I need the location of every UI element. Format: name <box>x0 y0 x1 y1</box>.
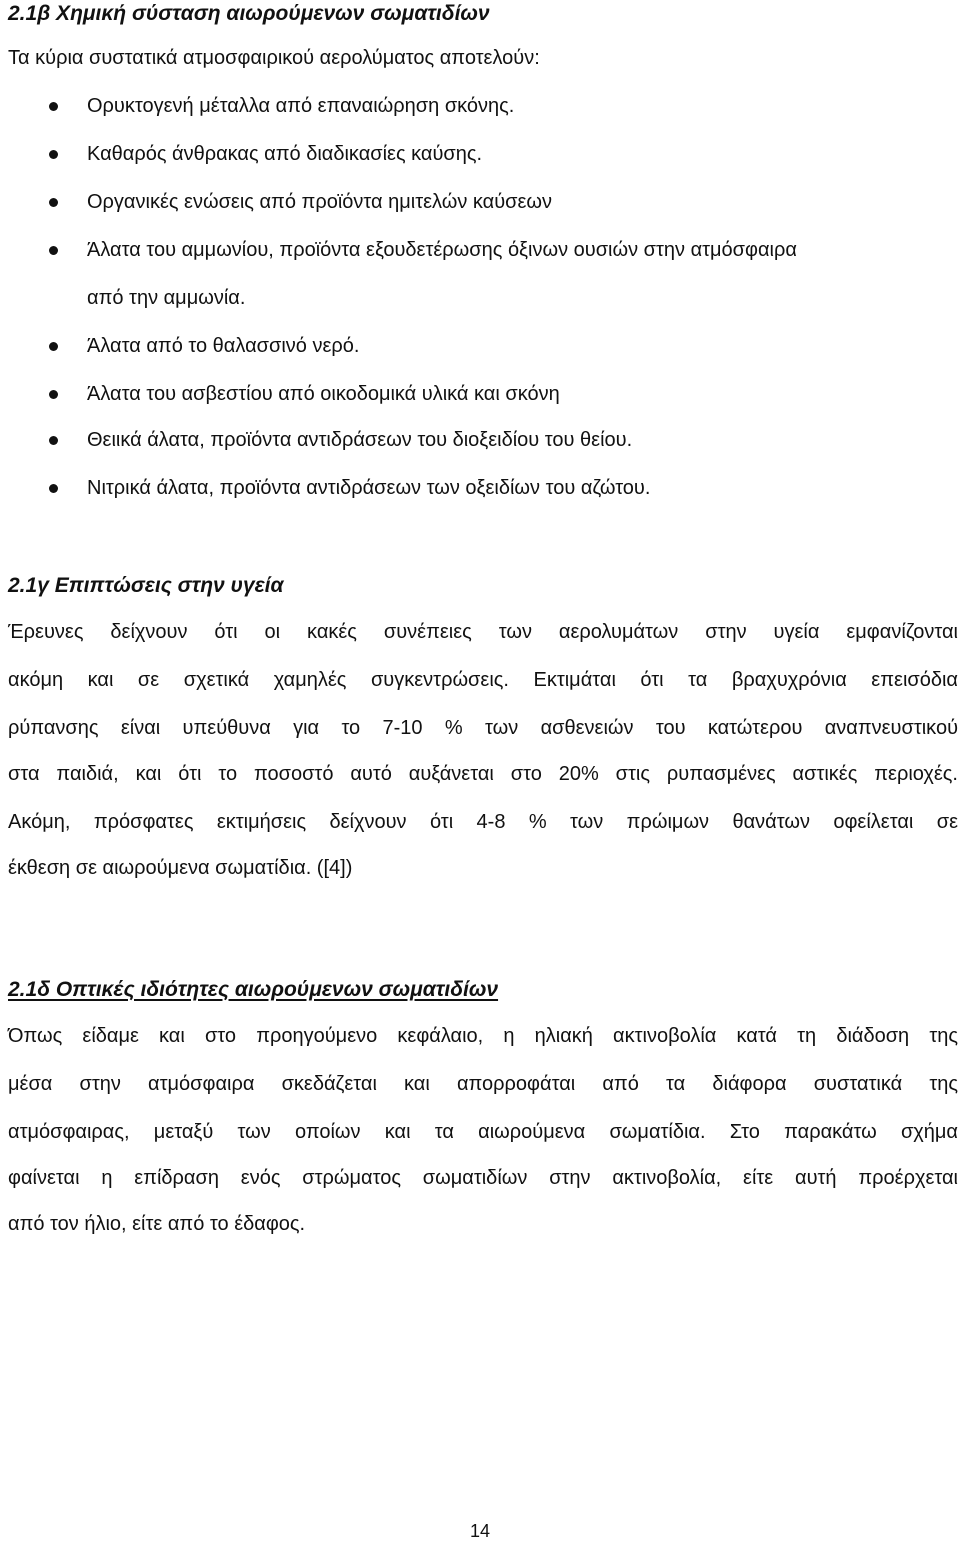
paragraph-line: φαίνεται η επίδραση ενός στρώματος σωματιδίων στην ακτινοβολία, είτε αυτή προέρχεται <box>8 1167 958 1189</box>
list-item-text: Οργανικές ενώσεις από προϊόντα ημιτελών καύσεων <box>87 191 553 213</box>
section-heading-chemical-composition: 2.1β Χημική σύσταση αιωρούμενων σωματιδίων <box>8 2 490 25</box>
paragraph-line: ακόμη και σε σχετικά χαμηλές συγκεντρώσεις. Εκτιμάται ότι τα βραχυχρόνια επεισόδια <box>8 669 958 691</box>
bullet-icon <box>49 436 58 445</box>
paragraph-line: στα παιδιά, και ότι το ποσοστό αυτό αυξάνεται στο 20% στις ρυπασμένες αστικές περιοχές. <box>8 763 958 785</box>
bullet-icon <box>49 150 58 159</box>
paragraph-line: Έρευνες δείχνουν ότι οι κακές συνέπειες των αερολυμάτων στην υγεία εμφανίζονται <box>8 621 958 643</box>
list-item-text: Ορυκτογενή μέταλλα από επαναιώρηση σκόνης. <box>87 95 515 117</box>
list-item-text: Άλατα του ασβεστίου από οικοδομικά υλικά και σκόνη <box>87 383 560 405</box>
list-item-text: Άλατα του αμμωνίου, προϊόντα εξουδετέρωσης όξινων ουσιών στην ατμόσφαιρα <box>87 239 797 261</box>
page-number: 14 <box>469 1521 491 1541</box>
bullet-icon <box>49 484 58 493</box>
bullet-icon <box>49 342 58 351</box>
paragraph-line: από τον ήλιο, είτε από το έδαφος. <box>8 1213 306 1235</box>
list-item-text: Νιτρικά άλατα, προϊόντα αντιδράσεων των οξειδίων του αζώτου. <box>87 477 651 499</box>
list-item-continuation: από την αμμωνία. <box>87 287 246 309</box>
bullet-icon <box>49 390 58 399</box>
paragraph-line: ρύπανσης είναι υπεύθυνα για το 7-10 % των ασθενειών του κατώτερου αναπνευστικού <box>8 717 958 739</box>
list-item-text: Άλατα από το θαλασσινό νερό. <box>87 335 360 357</box>
section-intro: Τα κύρια συστατικά ατμοσφαιρικού αερολύματος αποτελούν: <box>8 47 540 69</box>
bullet-icon <box>49 102 58 111</box>
list-item-text: Καθαρός άνθρακας από διαδικασίες καύσης. <box>87 143 483 165</box>
paragraph-line: Ακόμη, πρόσφατες εκτιμήσεις δείχνουν ότι 4-8 % των πρώιμων θανάτων οφείλεται σε <box>8 811 958 833</box>
bullet-icon <box>49 198 58 207</box>
list-item-text: Θειικά άλατα, προϊόντα αντιδράσεων του διοξειδίου του θείου. <box>87 429 633 451</box>
section-heading-health-effects: 2.1γ Επιπτώσεις στην υγεία <box>8 574 284 597</box>
paragraph-line: μέσα στην ατμόσφαιρα σκεδάζεται και απορροφάται από τα διάφορα συστατικά της <box>8 1073 958 1095</box>
bullet-icon <box>49 246 58 255</box>
paragraph-line: ατμόσφαιρας, μεταξύ των οποίων και τα αιωρούμενα σωματίδια. Στο παρακάτω σχήμα <box>8 1121 958 1143</box>
paragraph-line: έκθεση σε αιωρούμενα σωματίδια. ([4]) <box>8 857 353 879</box>
paragraph-line: Όπως είδαμε και στο προηγούμενο κεφάλαιο, η ηλιακή ακτινοβολία κατά τη διάδοση της <box>8 1025 958 1047</box>
section-heading-optical-properties: 2.1δ Οπτικές ιδιότητες αιωρούμενων σωματιδίων <box>8 978 499 1001</box>
